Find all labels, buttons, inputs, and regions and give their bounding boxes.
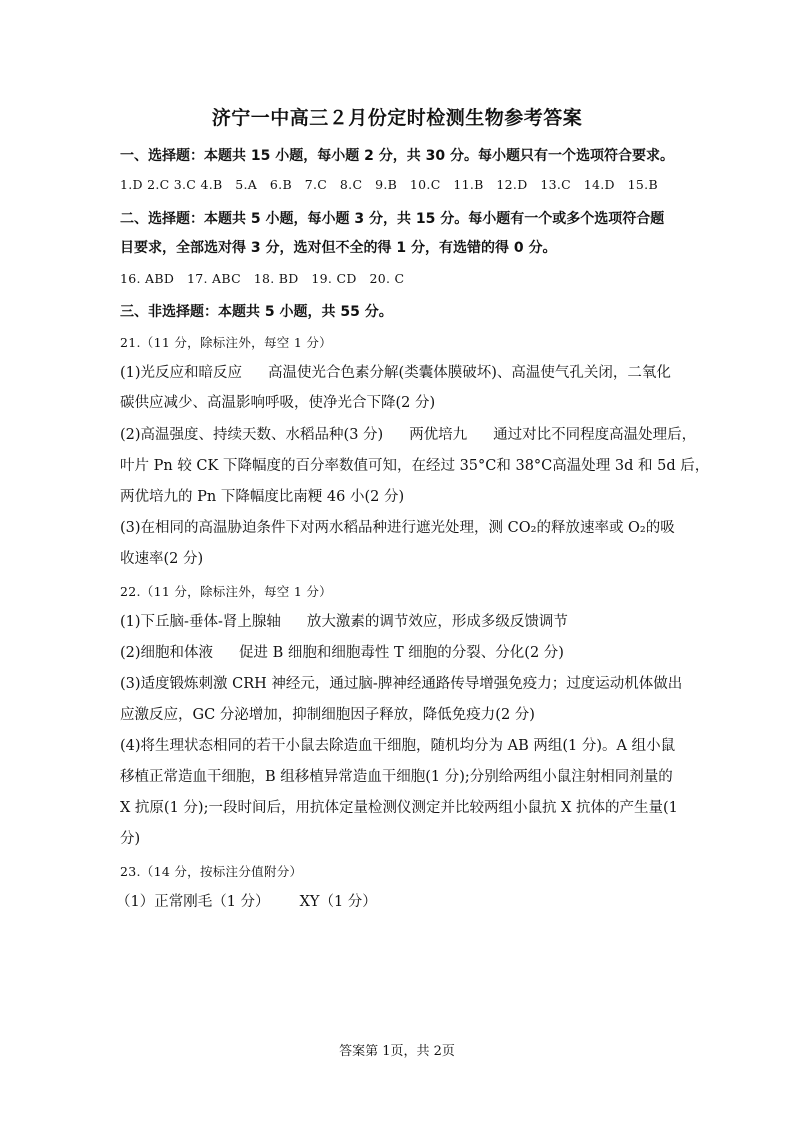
q23-part1-answer-b: XY（1 分） [299, 894, 377, 910]
section2-header-line2: 目要求，全部选对得 3 分，选对但不全的得 1 分，有选错的得 0 分。 [120, 240, 557, 256]
q21-part3-line2: 收速率(2 分) [120, 551, 204, 567]
q22-part1-line [120, 612, 568, 632]
section1-header: 一、选择题：本题共 15 小题，每小题 2 分，共 30 分。每小题只有一个选项符合要求。 [120, 148, 674, 164]
q22-part4-line1: (4)将生理状态相同的若干小鼠去除造血干细胞，随机均分为 AB 两组(1 分)。A 组小鼠 [120, 738, 676, 754]
q22-part3-line2: 应激反应，GC 分泌增加，抑制细胞因子释放，降低免疫力(2 分) [120, 707, 535, 723]
q22-part1-answer-a: (1)下丘脑-垂体-肾上腺轴 [120, 614, 281, 630]
q21-part2-line1 [120, 425, 696, 445]
q21-part1-answer-b: 高温使光合色素分解(类囊体膜破坏)、高温使气孔关闭，二氧化 [268, 365, 671, 381]
section2-answers: 16. ABD 17. ABC 18. BD 19. CD 20. C [120, 271, 405, 286]
q21-part2-line3: 两优培九的 Pn 下降幅度比南粳 46 小(2 分) [120, 489, 405, 505]
q23-part1-line [116, 892, 377, 912]
q22-part2-line [120, 643, 564, 663]
q21-part2-line2: 叶片 Pn 较 CK 下降幅度的百分率数值可知，在经过 35°C和 38°C高温处理 3d 和 5d 后， [120, 458, 710, 474]
q21-part2-answer-a: (2)高温强度、持续天数、水稻品种(3 分) [120, 427, 384, 443]
q21-part1-line1 [120, 363, 671, 383]
q21-part2-answer-c: 通过对比不同程度高温处理后， [493, 427, 697, 443]
q21-part3-line1: (3)在相同的高温胁迫条件下对两水稻品种进行遮光处理，测 CO₂的释放速率或 O₂的吸 [120, 520, 675, 536]
q22-part1-answer-b: 放大激素的调节效应，形成多级反馈调节 [306, 614, 568, 630]
q21-header: 21.（11 分，除标注外，每空 1 分） [120, 335, 332, 350]
q22-part2-answer-a: (2)细胞和体液 [120, 645, 214, 661]
q22-part4-line4: 分) [120, 831, 141, 847]
q22-header: 22.（11 分，除标注外，每空 1 分） [120, 584, 332, 599]
section2-header-line1: 二、选择题：本题共 5 小题，每小题 3 分，共 15 分。每小题有一个或多个选项符合题 [120, 211, 665, 227]
q21-part1-answer-a: (1)光反应和暗反应 [120, 365, 243, 381]
q22-part4-line3: X 抗原(1 分);一段时间后，用抗体定量检测仪测定并比较两组小鼠抗 X 抗体的产生量(1 [120, 800, 678, 816]
page-footer: 答案第 1页，共 2页 [339, 1044, 455, 1059]
q22-part2-answer-b: 促进 B 细胞和细胞毒性 T 细胞的分裂、分化(2 分) [239, 645, 564, 661]
q23-part1-answer-a: （1）正常刚毛（1 分） [116, 894, 270, 910]
q22-part4-line2: 移植正常造血干细胞，B 组移植异常造血干细胞(1 分);分别给两组小鼠注射相同剂量的 [120, 769, 673, 785]
q21-part1-line2: 碳供应减少、高温影响呼吸，使净光合下降(2 分) [120, 395, 436, 411]
q21-part2-answer-b: 两优培九 [409, 427, 468, 443]
section3-header: 三、非选择题：本题共 5 小题，共 55 分。 [120, 304, 393, 320]
section1-answers: 1.D 2.C 3.C 4.B 5.A 6.B 7.C 8.C 9.B 10.C 11.B 12.D 13.C 14.D 15.B [120, 177, 658, 192]
page-title: 济宁一中高三２月份定时检测生物参考答案 [211, 107, 583, 129]
q23-header: 23.（14 分，按标注分值附分） [120, 864, 303, 879]
q22-part3-line1: (3)适度锻炼刺激 CRH 神经元，通过脑-脾神经通路传导增强免疫力；过度运动机体做出 [120, 676, 683, 692]
